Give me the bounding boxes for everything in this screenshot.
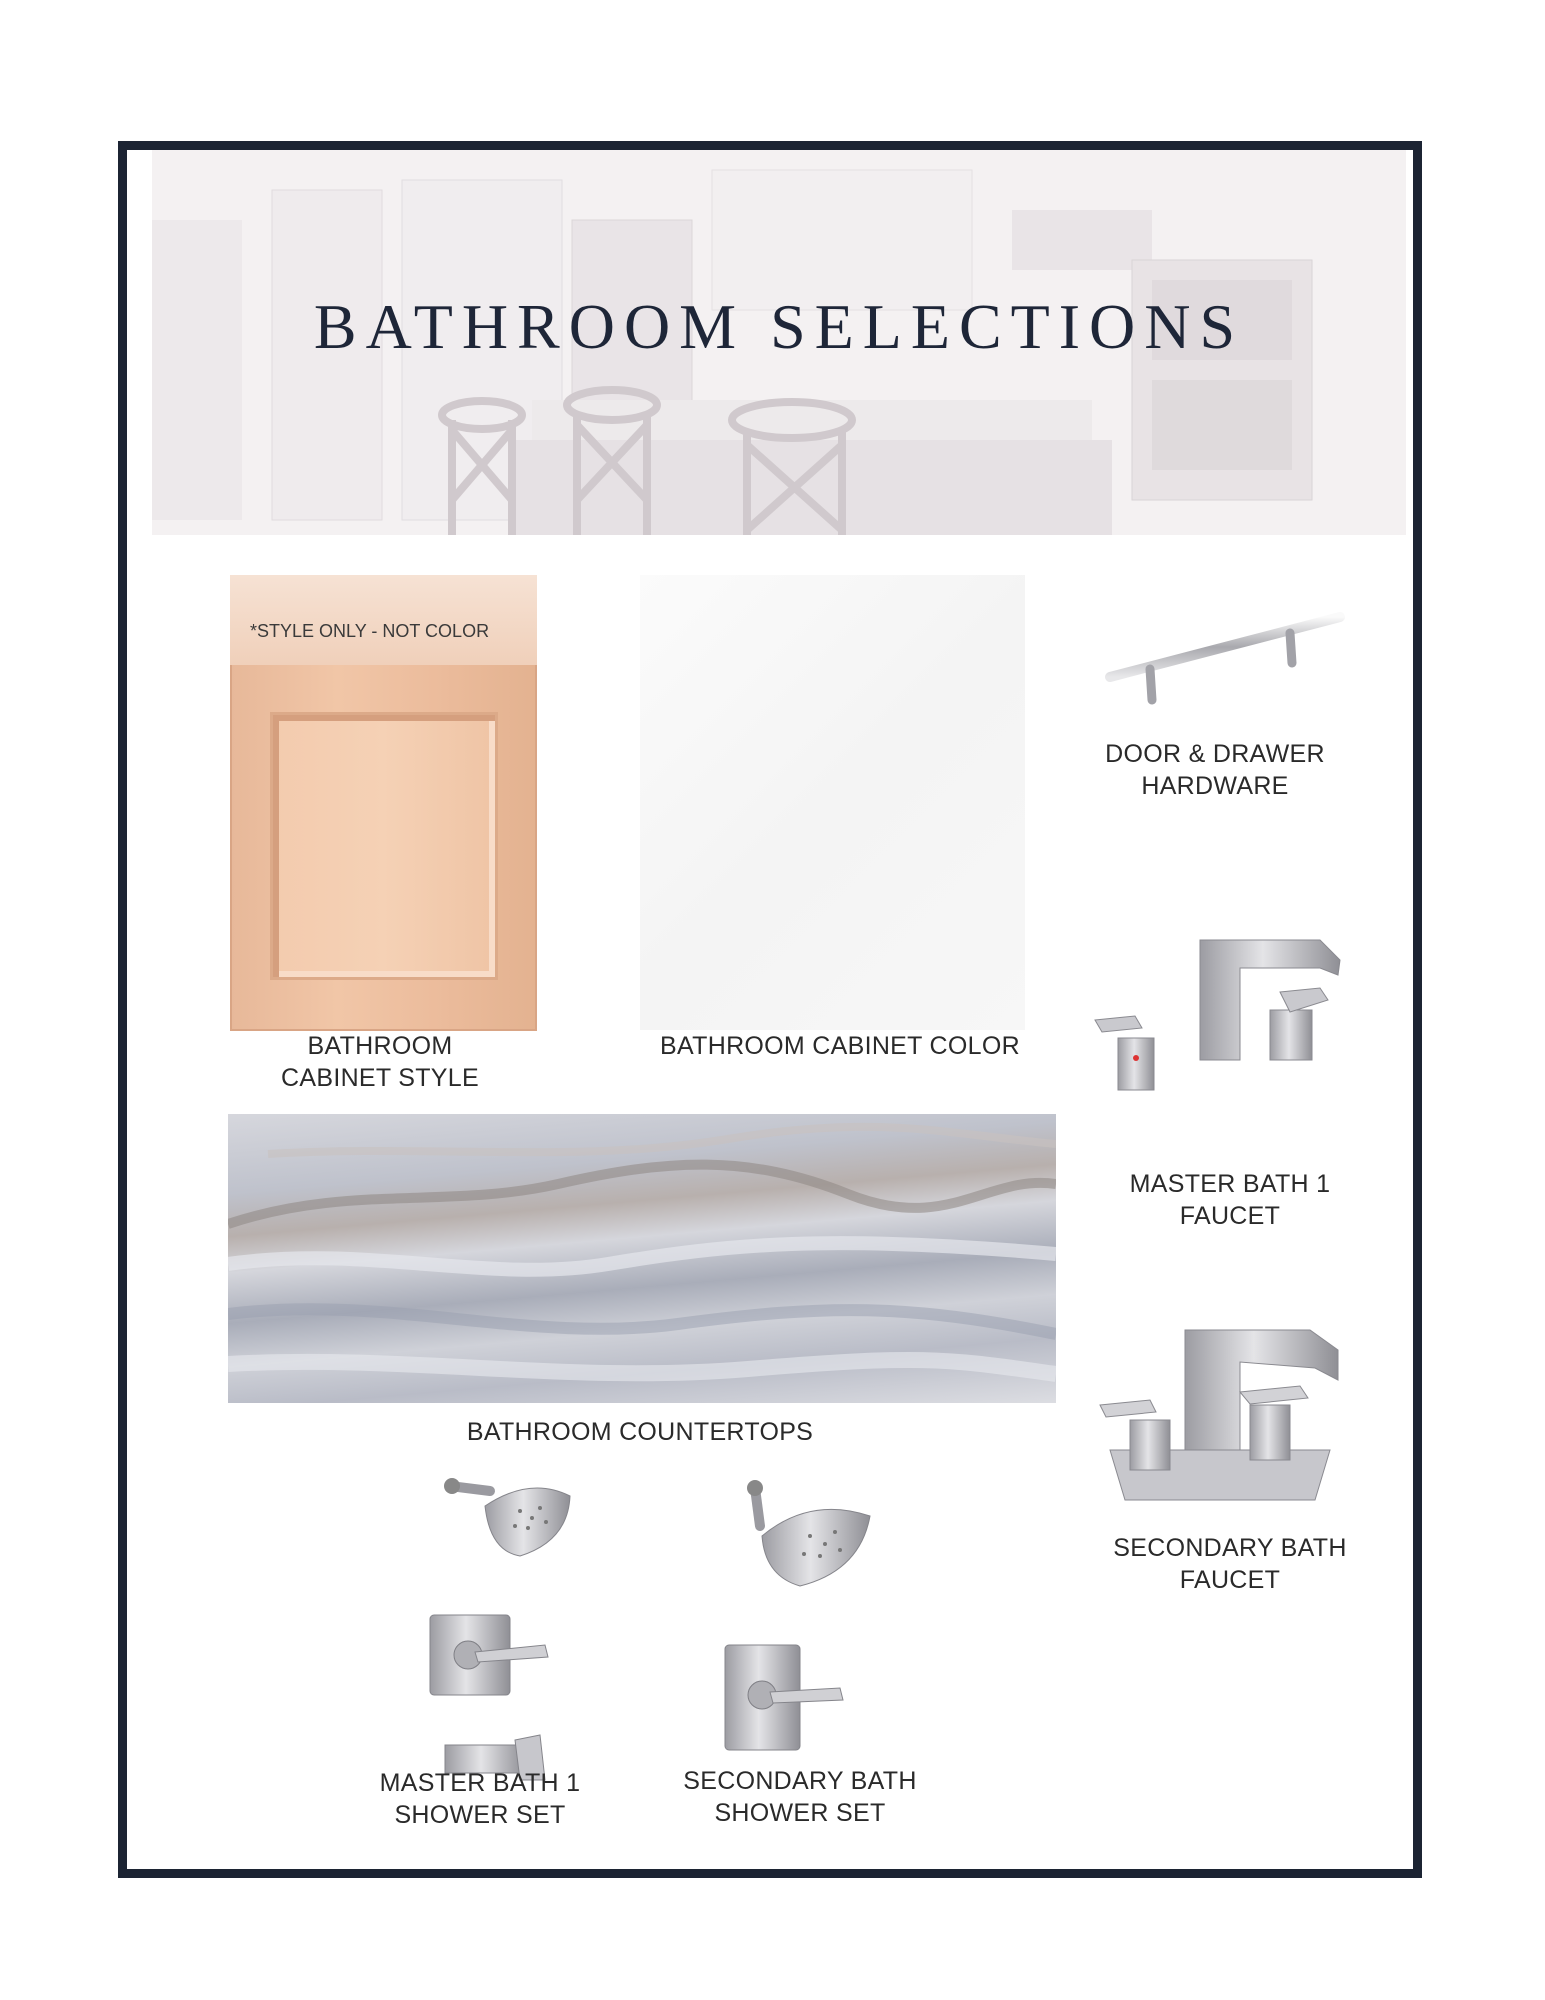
secondary-faucet-label-line2: FAUCET	[1179, 1566, 1281, 1594]
secondary-shower-label	[655, 1765, 945, 1829]
master-faucet-image	[1090, 920, 1360, 1100]
master-faucet-label-line2: FAUCET	[1179, 1202, 1281, 1230]
secondary-shower-label-line2: SHOWER SET	[714, 1799, 886, 1827]
master-shower-label	[340, 1767, 620, 1831]
cabinet-style-label	[250, 1030, 510, 1094]
secondary-shower-label-line1: SECONDARY BATH	[683, 1767, 917, 1795]
secondary-faucet-label	[1090, 1532, 1370, 1596]
master-faucet-label	[1090, 1168, 1370, 1232]
cabinet-color-swatch	[640, 575, 1025, 1030]
secondary-shower-valve-image	[715, 1640, 855, 1760]
secondary-faucet-image	[1090, 1300, 1360, 1510]
cabinet-door-panel	[273, 715, 495, 977]
master-showerhead-image	[440, 1466, 580, 1566]
hardware-label	[1065, 738, 1365, 802]
hardware-label-line2: HARDWARE	[1141, 772, 1289, 800]
countertops-label: BATHROOM COUNTERTOPS	[466, 1418, 814, 1446]
header-banner	[152, 150, 1406, 535]
page-title: BATHROOM SELECTIONS	[313, 291, 1245, 362]
master-faucet-label-line1: MASTER BATH 1	[1129, 1170, 1331, 1198]
cabinet-door-top-rail	[230, 575, 537, 665]
cabinet-style-label-line1: BATHROOM	[307, 1032, 453, 1060]
cabinet-color-label: BATHROOM CABINET COLOR	[660, 1032, 1020, 1060]
cabinet-door-image	[230, 575, 537, 1031]
secondary-faucet-label-line1: SECONDARY BATH	[1113, 1534, 1347, 1562]
drawer-pull-image	[1100, 605, 1350, 715]
master-shower-label-line1: MASTER BATH 1	[379, 1769, 581, 1797]
cabinet-style-note: *STYLE ONLY - NOT COLOR	[250, 621, 490, 641]
secondary-showerhead-image	[740, 1476, 880, 1596]
hardware-label-line1: DOOR & DRAWER	[1105, 740, 1325, 768]
cabinet-style-label-line2: CABINET STYLE	[281, 1064, 479, 1092]
master-shower-label-line2: SHOWER SET	[394, 1801, 566, 1829]
granite-veins	[228, 1114, 1056, 1403]
countertop-granite-image	[228, 1114, 1056, 1403]
